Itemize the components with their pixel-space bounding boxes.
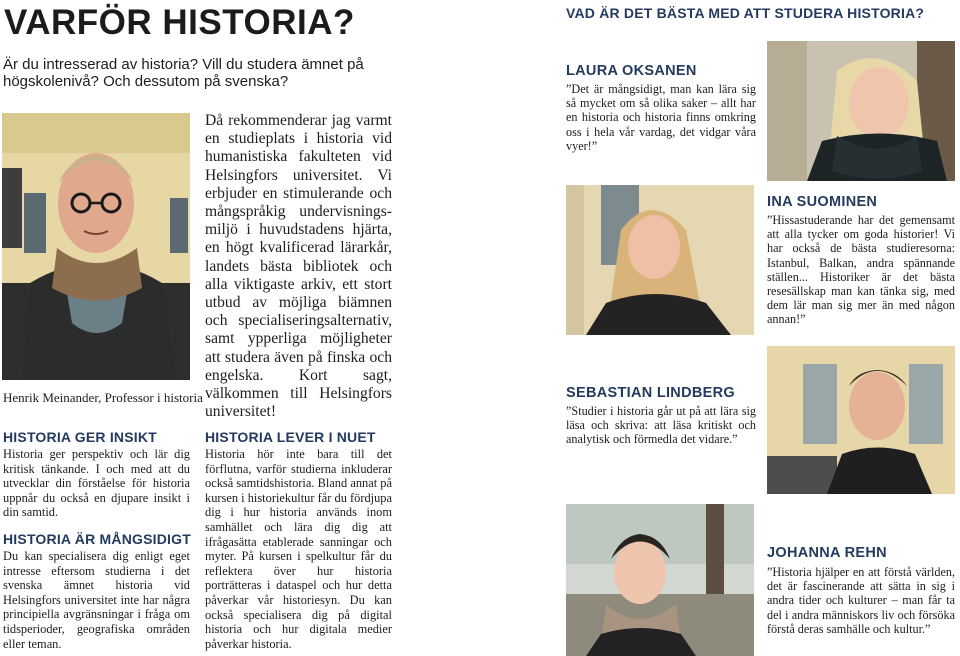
section-heading-mangsidigt: HISTORIA ÄR MÅNGSIDIGT	[3, 531, 191, 547]
student-name-sebastian: SEBASTIAN LINDBERG	[566, 385, 735, 401]
section-heading-nuet: HISTORIA LEVER I NUET	[205, 429, 376, 445]
student-quote-ina: ”Hissastuderande har det gemensamt att alla tycker om goda historier! Vi har också de bästa studieresorna: Istanbul, Balkan, andra spännande ställen... Historiker är det bästa resesällskap man kan tänka sig, med dem lär man sig mer än med någon annan!”	[767, 213, 955, 327]
section-heading-insikt: HISTORIA GER INSIKT	[3, 429, 157, 445]
page-title: VARFÖR HISTORIA?	[4, 3, 355, 42]
section-text-insikt: Historia ger perspektiv och lär dig kritisk tänkande. I och med att du utvecklar din förståelse för historia uppnår du också en djupare insikt i din samtid.	[3, 447, 190, 520]
student-photo-laura	[566, 185, 754, 335]
student-quote-johanna: ”Historia hjälper en att förstå världen, det är fascinerande att sätta in sig i andra tider och kulturer – man får ta del i andra människors liv och försöka förstå deras samhälle och kultur.”	[767, 565, 955, 636]
student-quote-sebastian: ”Studier i historia går ut på att lära sig läsa och skriva: att läsa kritiskt och analytisk och förmedla det vidare.”	[566, 404, 756, 447]
student-name-ina: INA SUOMINEN	[767, 194, 878, 210]
right-heading: VAD ÄR DET BÄSTA MED ATT STUDERA HISTORIA?	[566, 5, 925, 21]
main-quote: Då rekommenderar jag varmt en studieplats i historia vid humanistiska fakulteten vid Helsingfors universitet. Vi erbjuder en stimulerande och mångspråkig undervisningsmiljö i huvudstadens hjärta, en högt kvalificerad lärarkår, landets bästa bibliotek och alla viktigaste arkiv, ett stort utbud av möjliga biämnen och specialiseringsalternativ, samt ypperliga möjligheter att studera även på finska och engelska. Kort sagt, välkommen till Helsingfors universitet!	[205, 112, 392, 421]
section-text-mangsidigt: Du kan specialisera dig enligt eget intresse eftersom studierna i det svenska ämnet historia vid Helsingfors universitet inte har några principiella avgränsningar i fråga om tidsperioder, geografiska områden eller teman.	[3, 549, 190, 651]
section-text-nuet: Historia hör inte bara till det förflutna, varför studierna inkluderar också samtidshistoria. Bland annat på kursen i historiekultur får du fördjupa dig i hur historia används inom samhället och lära dig dig att ifrågasätta etablerade sanningar och myter. På kursen i spelkultur får du reflektera över hur historia porträtteras i dataspel och hur detta påverkar vår historiesyn. Du kan också specialisera dig på digital historia och hur digitala medier påverkar historia.	[205, 447, 392, 651]
student-photo-ina	[767, 41, 955, 181]
professor-photo	[2, 113, 190, 380]
student-quote-laura: ”Det är mångsidigt, man kan lära sig så mycket om så olika saker – allt har en historia och historia finns omkring oss i hela vår vardag, det vidgar våra vyer!”	[566, 82, 756, 153]
intro-text: Är du intresserad av historia? Vill du studera ämnet på högskolenivå? Och dessutom på svenska?	[3, 56, 364, 90]
student-photo-johanna	[566, 504, 754, 656]
student-name-laura: LAURA OKSANEN	[566, 63, 697, 79]
student-photo-sebastian	[767, 346, 955, 494]
professor-caption: Henrik Meinander, Professor i historia	[3, 390, 203, 405]
student-name-johanna: JOHANNA REHN	[767, 545, 887, 561]
